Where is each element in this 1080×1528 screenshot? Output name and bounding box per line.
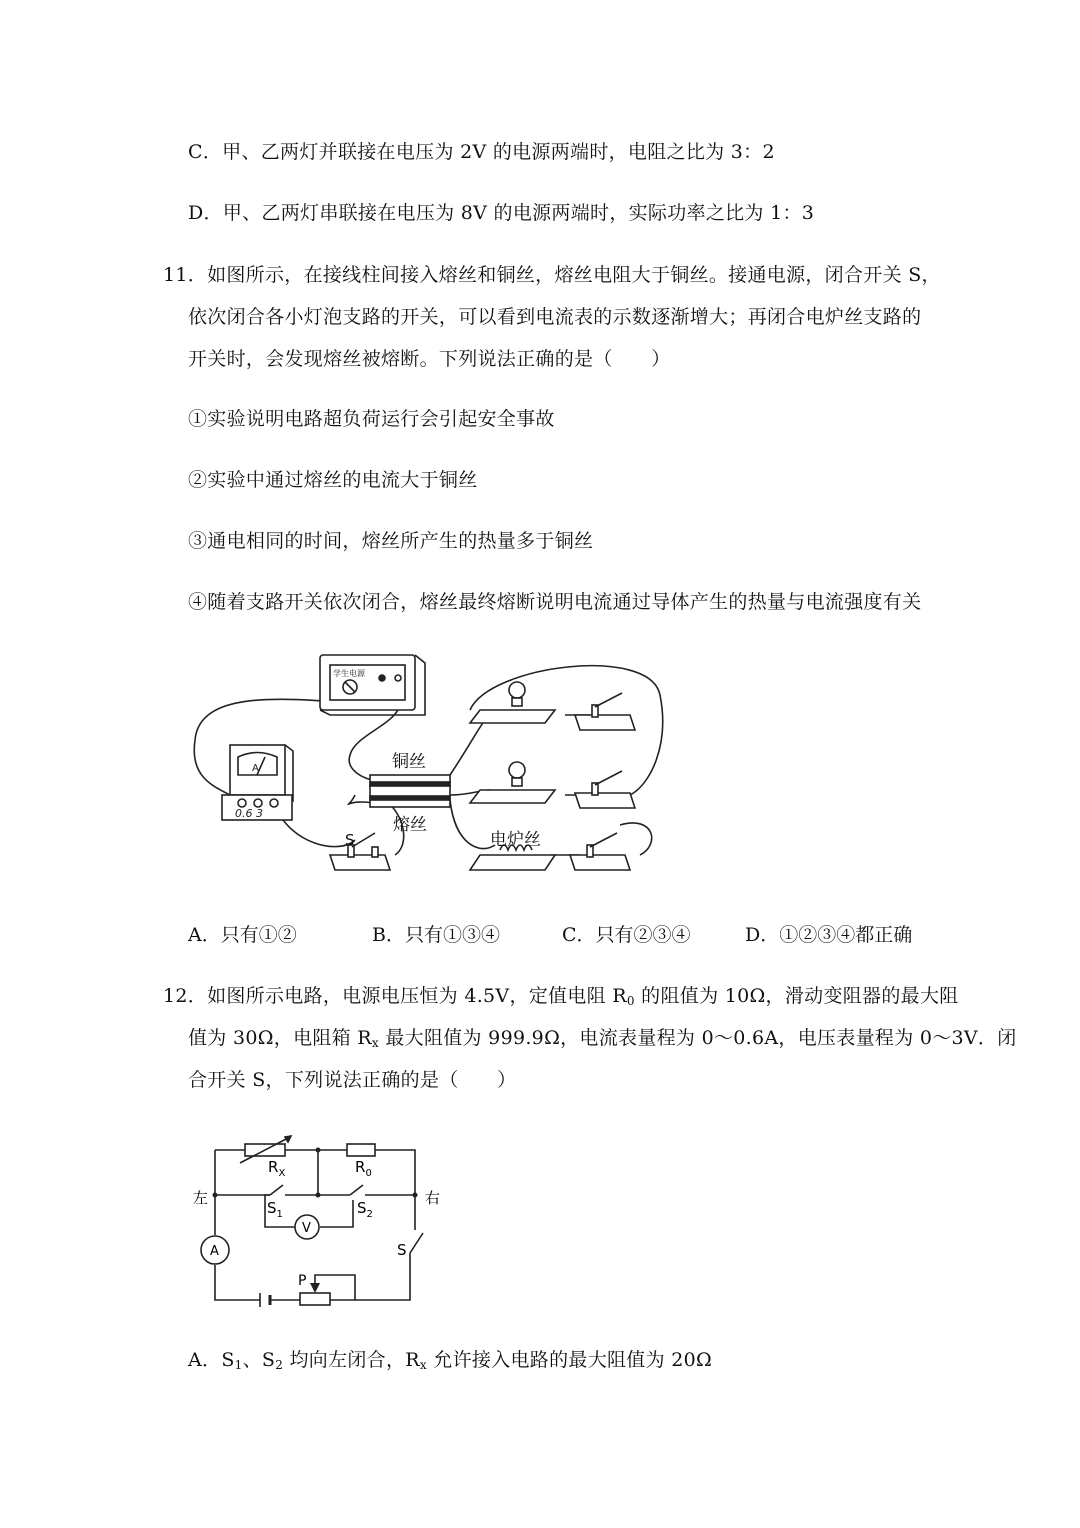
q11-statement-1: ①实验说明电路超负荷运行会引起安全事故 — [188, 408, 555, 430]
q11-stem-line3: 开关时，会发现熔丝被熔断。下列说法正确的是（ ） — [188, 348, 671, 370]
q11-statement-3: ③通电相同的时间，熔丝所产生的热量多于铜丝 — [188, 530, 594, 552]
s2-label: $S_2$ — [357, 1199, 373, 1220]
q11-statement-4: ④随着支路开关依次闭合，熔丝最终熔断说明电流通过导体产生的热量与电流强度有关 — [188, 591, 922, 613]
wire-to-heater — [450, 800, 495, 849]
power-supply-label: 学生电源 — [333, 669, 365, 678]
power-supply — [320, 655, 425, 715]
q11-stem-line1: 11．如图所示，在接线柱间接入熔丝和铜丝，熔丝电阻大于铜丝。接通电源，闭合开关 S， — [163, 264, 941, 286]
ammeter-label: A — [252, 763, 259, 774]
q11-option-d: D．①②③④都正确 — [745, 924, 913, 946]
main-switch — [330, 833, 390, 870]
lamp-1 — [470, 682, 555, 723]
branch-switch-3 — [570, 833, 630, 870]
q11-option-a: A．只有①② — [188, 924, 297, 946]
voltmeter-label: V — [302, 1221, 311, 1236]
q12-stem-line3: 合开关 S，下列说法正确的是（ ） — [188, 1069, 517, 1091]
wire-board — [370, 775, 450, 807]
resistor-r0 — [347, 1144, 375, 1156]
q12-option-a: A．$S_1$、$S_2$ 均向左闭合，$R_x$ 允许接入电路的最大阻值为 20Ω — [188, 1349, 713, 1372]
q12-stem-line1: 12．如图所示电路，电源电压恒为 4.5V，定值电阻 $R_0$ 的阻值为 10Ω，滑动变阻器的最大阻 — [163, 985, 959, 1008]
ammeter-label: A — [210, 1244, 219, 1259]
copper-wire-label: 铜丝 — [392, 752, 426, 772]
q12-circuit-figure — [185, 1135, 460, 1310]
lamp-2 — [470, 762, 555, 803]
q11-statement-2: ②实验中通过熔丝的电流大于铜丝 — [188, 469, 478, 491]
q11-option-c: C．只有②③④ — [562, 924, 691, 946]
s1-label: $S_1$ — [267, 1199, 283, 1220]
rheostat — [300, 1293, 330, 1305]
q12-stem-line2: 值为 30Ω，电阻箱 $R_x$ 最大阻值为 999.9Ω，电流表量程为 0～0.6A，电压表量程为 0～3V．闭 — [188, 1027, 1017, 1050]
q11-stem-line2: 依次闭合各小灯泡支路的开关，可以看到电流表的示数逐渐增大；再闭合电炉丝支路的 — [188, 306, 922, 328]
right-label: 右 — [425, 1189, 441, 1207]
switch-s-label: S — [345, 831, 355, 849]
fuse-wire-label: 熔丝 — [393, 815, 427, 835]
q11-circuit-figure — [180, 645, 680, 890]
r0-label: $R_0$ — [355, 1158, 372, 1179]
q10-option-c: C．甲、乙两灯并联接在电压为 2V 的电源两端时，电阻之比为 3：2 — [188, 141, 775, 163]
ammeter-scale: 0.6 3 — [235, 807, 263, 820]
s-label: S — [397, 1241, 407, 1259]
branch-switch-1 — [575, 693, 635, 730]
heater-label: 电炉丝 — [490, 830, 541, 850]
branch-switch-2 — [575, 771, 635, 808]
resistor-box-rx — [240, 1136, 291, 1163]
q11-option-b: B．只有①③④ — [372, 924, 500, 946]
slider-p-label: P — [298, 1273, 307, 1289]
wire-right-switches — [620, 823, 652, 855]
rx-label: $R_X$ — [268, 1158, 286, 1179]
q10-option-d: D．甲、乙两灯串联接在电压为 8V 的电源两端时，实际功率之比为 1：3 — [188, 202, 815, 224]
left-label: 左 — [193, 1189, 209, 1207]
